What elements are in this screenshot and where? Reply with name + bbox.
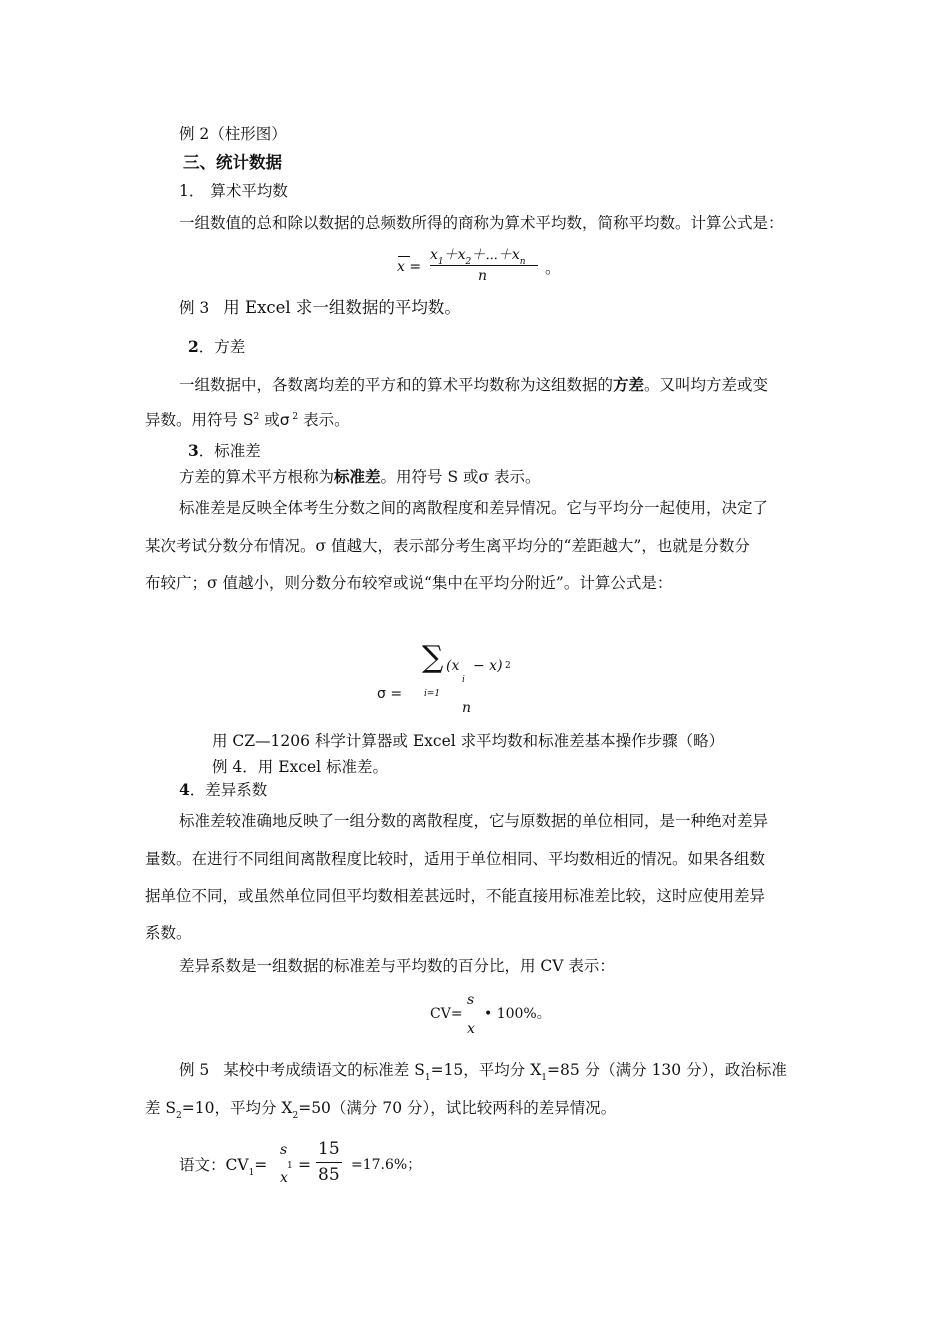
example-5-line1: 例 5 某校中考成绩语文的标准差 $S_1=15$，平均分 $X_1=85$ 分（满分 130 分），政治标准	[179, 1061, 787, 1083]
cv-para-line3: 据单位不同，或虽然单位同但平均数相差甚远时，不能直接用标准差比较，这时应使用差异	[145, 887, 766, 905]
std-formula-denominator: n	[462, 700, 472, 716]
example-3: 例 3 用 Excel 求一组数据的平均数。	[179, 298, 461, 317]
mean-formula-numerator: $x_1+x_2+\cdots+x_n$	[430, 247, 526, 267]
chinese-cv-s: s	[280, 1142, 288, 1158]
mean-formula-end: 。	[545, 259, 561, 277]
std-formula-lhs: σ =	[377, 686, 403, 702]
mean-definition: 一组数值的总和除以数据的总频数所得的商称为算术平均数，简称平均数。计算公式是：	[179, 214, 784, 232]
std-formula-index: i	[462, 675, 465, 685]
example-2-heading: 例 2（柱形图）	[179, 125, 287, 143]
chinese-cv-x: x	[280, 1170, 288, 1186]
section-3-heading: 三、统计数据	[183, 153, 282, 172]
variance-para-line1: 一组数据中，各数离均差的平方和的算术平均数称为这组数据的方差。又叫均方差或变	[179, 376, 769, 394]
cv-para-line4: 系数。	[145, 924, 192, 942]
variance-para-line2: 异数。用符号 $S^2$ 或σ $^2$ 表示。	[145, 411, 350, 429]
cv-para-line2: 量数。在进行不同组间离散程度比较时，适用于单位相同、平均数相近的情况。如果各组数	[145, 850, 766, 868]
chinese-cv-numerator: 15	[318, 1139, 340, 1159]
chinese-cv-result: =17.6%；	[351, 1157, 422, 1173]
chinese-cv-s-sub: 1	[287, 1161, 293, 1171]
item-1-number: 1．	[179, 182, 205, 200]
chinese-cv-lhs: 语文：$CV_1=$	[179, 1156, 268, 1178]
std-para-line1: 标准差是反映全体考生分数之间的离散程度和差异情况。它与平均分一起使用，决定了	[179, 499, 769, 517]
cv-formula-denominator: x	[467, 1021, 475, 1037]
mean-formula-denominator: n	[478, 268, 488, 284]
chinese-cv-eq2: =	[298, 1156, 311, 1174]
example-5-line2: 差 $S_2=10$，平均分 $X_2=50$（满分 70 分），试比较两科的差异情况。	[145, 1099, 617, 1121]
std-formula-lower-limit: i=1	[424, 689, 441, 699]
chinese-cv-denominator: 85	[318, 1165, 340, 1185]
std-definition: 方差的算术平方根称为标准差。用符号 S 或σ 表示。	[179, 468, 541, 486]
cv-formula-rhs: • 100%。	[484, 1006, 551, 1022]
cv-para-line1: 标准差较准确地反映了一组分数的离散程度，它与原数据的单位相同，是一种绝对差异	[179, 812, 769, 830]
std-para-line3: 布较广；σ 值越小，则分数分布较窄或说“集中在平均分附近”。计算公式是：	[145, 574, 673, 592]
std-formula-minus: − x)	[473, 658, 503, 674]
item-2-heading: 2．方差	[188, 337, 246, 356]
item-4-heading: 4．差异系数	[179, 780, 268, 799]
std-formula-term: (x	[446, 658, 460, 674]
cv-formula-lhs: CV=	[430, 1006, 463, 1022]
calculator-note: 用 CZ—1206 科学计算器或 Excel 求平均数和标准差基本操作步骤（略）	[212, 732, 725, 750]
cv-formula-numerator: s	[467, 992, 475, 1008]
item-3-heading: 3．标准差	[188, 441, 261, 460]
example-4: 例 4．用 Excel 标准差。	[212, 758, 389, 776]
mean-formula-lhs: x =	[397, 259, 422, 275]
item-1-title: 算术平均数	[210, 182, 288, 200]
cv-para-line5: 差异系数是一组数据的标准差与平均数的百分比，用 CV 表示：	[179, 957, 615, 975]
item-1-heading	[179, 181, 288, 201]
std-formula-exponent: 2	[505, 661, 511, 671]
std-para-line2: 某次考试分数分布情况。σ 值越大，表示部分考生离平均分的“差距越大”，也就是分数分	[145, 537, 750, 555]
summation-icon: ∑	[422, 640, 444, 675]
